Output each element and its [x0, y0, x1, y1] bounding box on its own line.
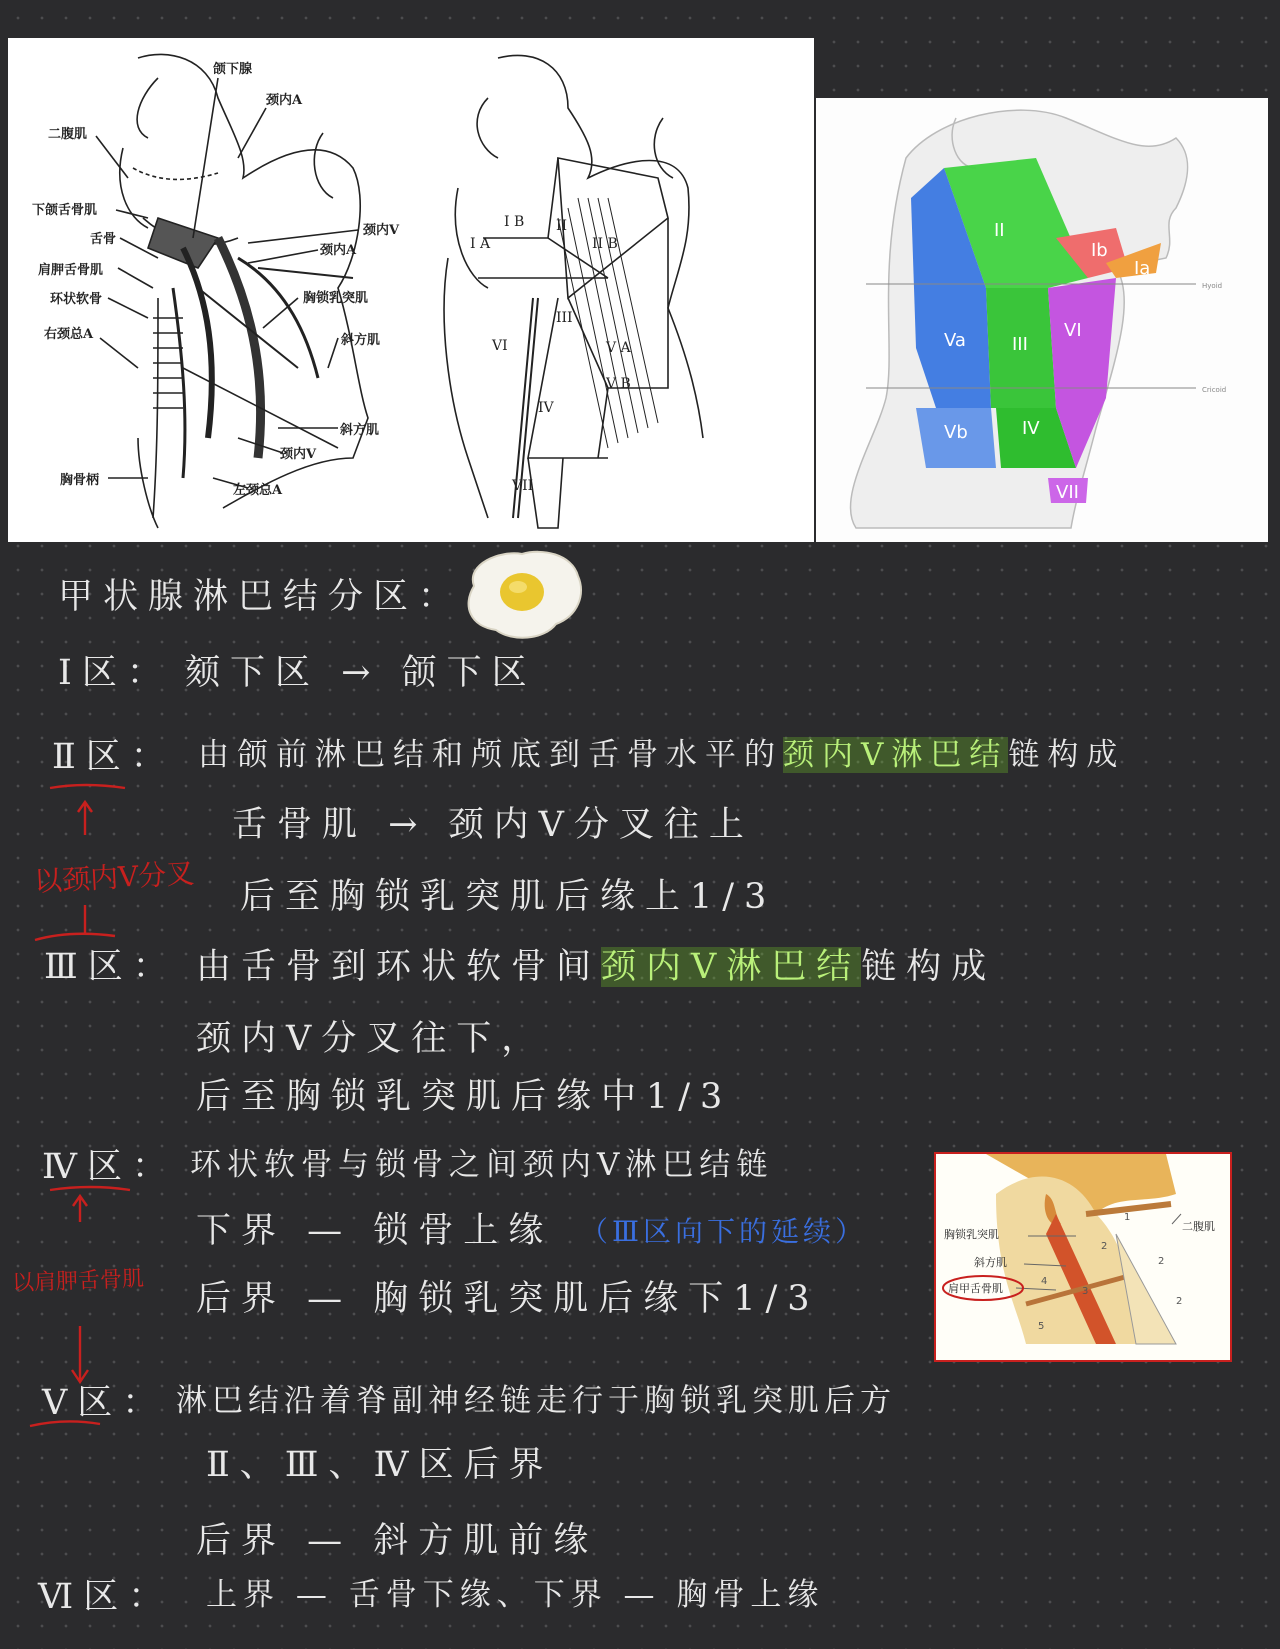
level-label-ib: I B: [504, 214, 525, 230]
small-number-7: 2: [1176, 1296, 1183, 1307]
small-number-4: 4: [1041, 1276, 1048, 1287]
level6-head: Ⅵ区：: [38, 1577, 174, 1617]
level3-line3: 后至胸锁乳突肌后缘中1/3: [196, 1077, 733, 1117]
level4-line1: 环状软骨与锁骨之间颈内V淋巴结链: [190, 1147, 774, 1183]
level3-text-b: 链构成: [861, 947, 997, 987]
label-internal-carotid-2: 颈内A: [320, 243, 357, 258]
label-manubrium: 胸骨柄: [60, 473, 100, 488]
label-internal-carotid: 颈内A: [266, 93, 303, 108]
line-label-hyoid: Hyoid: [1202, 282, 1223, 290]
level5-line1: 淋巴结沿着脊副神经链走行于胸锁乳突肌后方: [176, 1383, 896, 1419]
zone-label-iii: III: [1012, 334, 1028, 355]
level2-text-a: 由颌前淋巴结和颅底到舌骨水平的: [198, 737, 783, 773]
zone-label-va: Va: [944, 330, 966, 351]
small-label-digastric: 二腹肌: [1182, 1220, 1215, 1233]
zone-label-vi: VI: [1064, 320, 1082, 341]
level-label-vi: VI: [492, 338, 508, 354]
label-hyoid: 舌骨: [90, 232, 117, 247]
level-label-ia: I A: [470, 236, 491, 252]
level-label-vb: V B: [606, 376, 631, 392]
level2-line2: 舌骨肌 → 颈内V分叉往上: [232, 805, 754, 845]
level2-text-b: 链构成: [1008, 737, 1126, 773]
level-label-va: V A: [606, 340, 631, 356]
line-label-cricoid: Cricoid: [1202, 386, 1227, 394]
zone-label-ia: Ia: [1134, 258, 1151, 279]
label-left-common-carotid: 左颈总A: [233, 483, 283, 498]
label-trapezius-2: 斜方肌: [340, 423, 380, 438]
small-number-5: 5: [1038, 1321, 1045, 1332]
level3-head: Ⅲ区：: [44, 947, 178, 987]
level2-head: Ⅱ区：: [52, 737, 176, 777]
level5-line2: Ⅱ、Ⅲ、Ⅳ区后界: [206, 1445, 554, 1485]
level2-highlight: 颈内V淋巴结: [783, 737, 1009, 773]
label-mylohyoid: 下颌舌骨肌: [32, 203, 98, 218]
label-internal-jugular-2: 颈内V: [280, 447, 317, 462]
small-label-scm: 胸锁乳突肌: [944, 1228, 999, 1241]
level3-text-a: 由舌骨到环状软骨间: [196, 947, 602, 987]
label-submandibular-gland: 颌下腺: [213, 62, 253, 77]
zone-label-vii: VII: [1056, 482, 1079, 503]
level3-highlight: 颈内V淋巴结: [601, 947, 862, 987]
level6-line1: 上界 — 舌骨下缘、下界 — 胸骨上缘: [206, 1577, 825, 1613]
level-label-ii: II: [556, 218, 568, 234]
level4-line2-note: （Ⅲ区向下的延续）: [580, 1215, 868, 1248]
red-note-omohyoid: 以肩胛舌骨肌: [11, 1266, 145, 1297]
small-number-3: 3: [1082, 1286, 1089, 1297]
small-label-trapezius: 斜方肌: [974, 1256, 1007, 1269]
small-label-omohyoid: 肩甲舌骨肌: [948, 1282, 1003, 1295]
red-note-internal-jugular-bifurcation: 以颈内V分叉: [33, 856, 196, 899]
level-label-iii: III: [556, 310, 573, 326]
level5-line3: 后界 — 斜方肌前缘: [196, 1521, 599, 1561]
label-cricoid: 环状软骨: [50, 292, 103, 307]
zone-label-vb: Vb: [944, 422, 968, 443]
level-label-iv: IV: [538, 400, 554, 416]
label-right-common-carotid: 右颈总A: [44, 327, 94, 342]
label-trapezius-1: 斜方肌: [341, 333, 381, 348]
level1-text: 颏下区 → 颌下区: [185, 653, 537, 693]
zone-label-ii: II: [994, 220, 1005, 241]
level-label-vii: VII: [512, 478, 534, 494]
label-scm: 胸锁乳突肌: [303, 291, 369, 306]
label-omohyoid: 肩胛舌骨肌: [38, 263, 104, 278]
level4-head: Ⅳ区：: [42, 1147, 177, 1187]
small-anatomy-figure: [934, 1152, 1232, 1362]
level4-line3: 后界 — 胸锁乳突肌后缘下1/3: [196, 1279, 820, 1319]
notes-title: 甲状腺淋巴结分区：: [58, 577, 464, 617]
small-number-2: 2: [1101, 1241, 1108, 1252]
label-internal-jugular-1: 颈内V: [363, 223, 400, 238]
label-digastric: 二腹肌: [48, 127, 88, 142]
level5-head: Ⅴ区：: [42, 1383, 168, 1423]
level4-line2: 下界 — 锁骨上缘: [196, 1211, 554, 1251]
level-label-iib: II B: [592, 236, 618, 252]
level1-head: Ⅰ区：: [58, 653, 172, 693]
level3-line2: 颈内V分叉往下，: [196, 1019, 547, 1059]
zone-label-iv: IV: [1022, 418, 1040, 439]
zone-label-ib: Ib: [1091, 240, 1108, 261]
small-anatomy-svg: [936, 1154, 1230, 1360]
small-number-1: 1: [1124, 1212, 1131, 1223]
small-number-6: 2: [1158, 1256, 1165, 1267]
level2-line3: 后至胸锁乳突肌后缘上1/3: [240, 877, 777, 917]
